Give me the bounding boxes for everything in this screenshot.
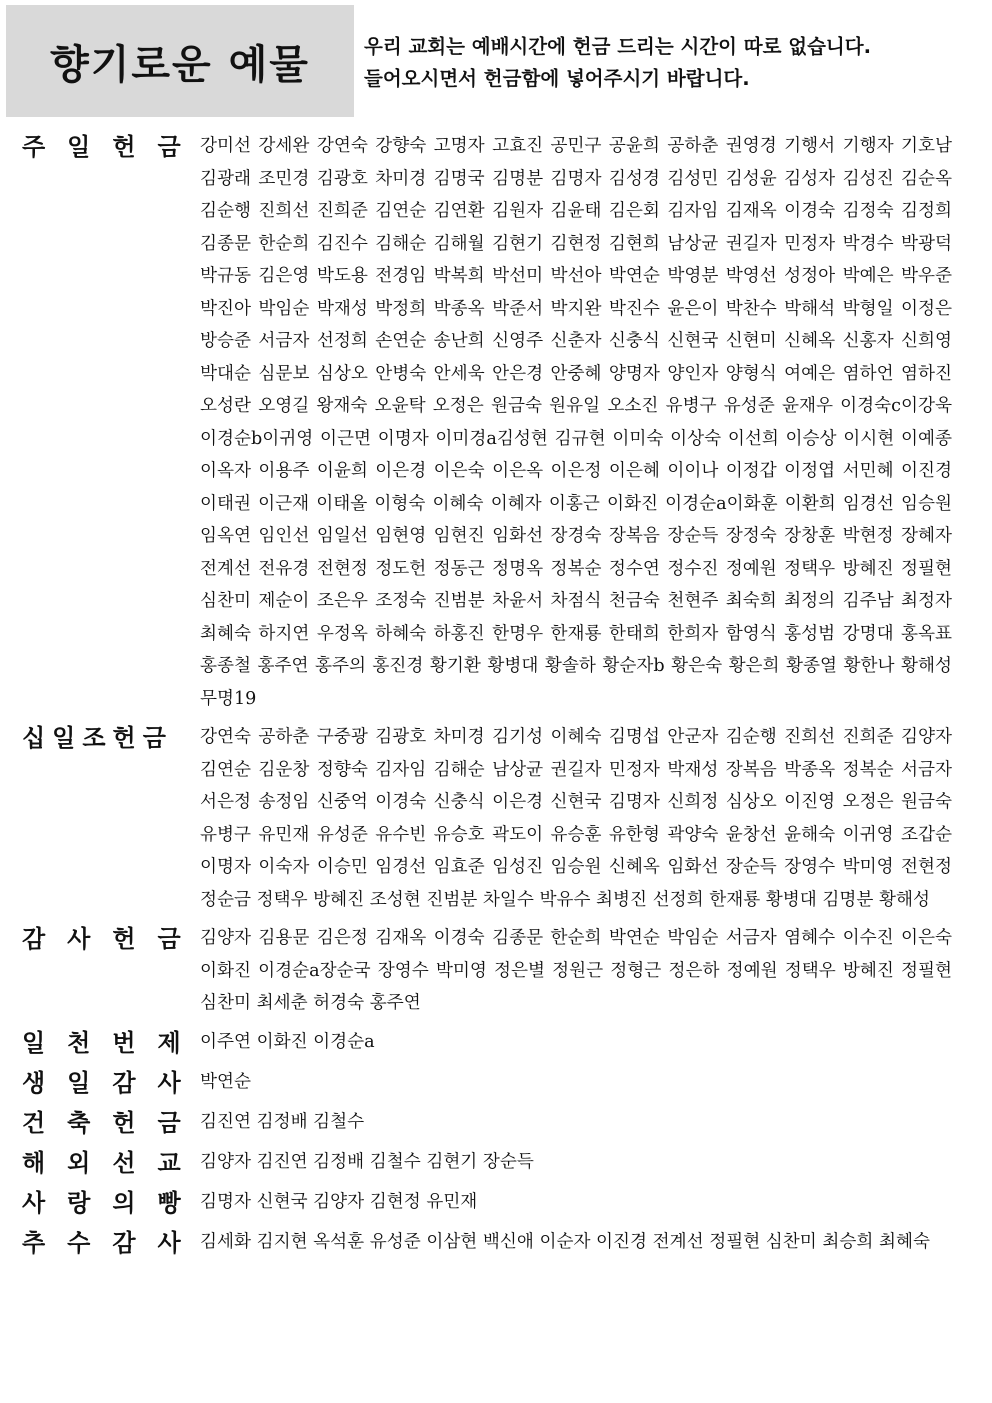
section-label: 건축헌금 bbox=[22, 1108, 203, 1137]
offering-sections bbox=[0, 130, 992, 1266]
title-box bbox=[6, 5, 354, 117]
donor-names: 박연순 bbox=[200, 1071, 251, 1092]
section-thanksgiving-offering bbox=[0, 922, 992, 1020]
section-birthday-thanks bbox=[0, 1066, 992, 1100]
section-label: 생일감사 bbox=[22, 1068, 203, 1097]
page-title: 향기로운 예물 bbox=[50, 41, 310, 88]
section-tithe bbox=[0, 721, 992, 916]
notice-line-1: 우리 교회는 예배시간에 헌금 드리는 시간이 따로 없습니다. bbox=[364, 35, 872, 58]
section-thousand-offering bbox=[0, 1026, 992, 1060]
donor-names: 김양자 김용문 김은정 김재옥 이경숙 김종문 한순희 박연순 박임순 서금자 염혜수 이수진 이은숙 이화진 이경순a장순국 장영수 박미영 정은별 정원근 정형근 정은하 정예원 정택우 방혜진 정필현 심찬미 최세춘 허경숙 홍주연 bbox=[200, 928, 952, 1013]
donor-names: 김진연 김정배 김철수 bbox=[200, 1111, 365, 1132]
section-label: 추수감사 bbox=[22, 1228, 203, 1257]
section-overseas-mission bbox=[0, 1146, 992, 1180]
section-label: 해외선교 bbox=[22, 1148, 203, 1177]
donor-names: 이주연 이화진 이경순a bbox=[200, 1031, 375, 1052]
donor-names: 강미선 강세완 강연숙 강향숙 고명자 고효진 공민구 공윤희 공하춘 권영경 기행서 기행자 기호남 김광래 조민경 김광호 차미경 김명국 김명분 김명자 김성경 김성민 김성윤 김성자 김성진 김순옥 김순행 진희선 진희준 김연순 김연환 김원자 김윤태 김은회 김자임 김재옥 이경숙 김정숙 김정희 김종문 한순희 김진수 김해순 김해월 김현기 김현정 김현희 남상균 권길자 민정자 박경수 박광덕 박규동 김은영 박도용 전경임 박복희 박선미 박선아 박연순 박영분 박영선 성정아 박예은 박우준 박진아 박임순 박재성 박정희 박종옥 박준서 박지완 박진수 윤은이 박찬수 박해석 박형일 이정은 방승준 서금자 선정희 손연순 송난희 신영주 신춘자 신충식 신현국 신현미 신혜옥 신홍자 신희영 박대순 심문보 심상오 안병숙 안세욱 안은경 안중혜 양명자 양인자 양형식 여예은 염하언 염하진 오성란 오영길 왕재숙 오윤탁 오정은 원금숙 원유일 오소진 유병구 유성준 윤재우 이경숙c이강욱 이경순b이귀영 이근면 이명자 이미경a김성현 김규현 이미숙 이상숙 이선희 이승상 이시현 이예종 이옥자 이용주 이윤희 이은경 이은숙 이은옥 이은정 이은혜 이이나 이정갑 이정엽 서민혜 이진경 이태권 이근재 이태올 이형숙 이혜숙 이혜자 이홍근 이화진 이경순a이화훈 이환희 임경선 임승원 임옥연 임인선 임일선 임현영 임현진 임화선 장경숙 장복음 장순득 장정숙 장창훈 박현정 장혜자 전계선 전유경 전현정 정도헌 정동근 정명옥 정복순 정수연 정수진 정예원 정택우 방혜진 정필현 심찬미 제순이 조은우 조정숙 진범분 차윤서 차점식 천금숙 천현주 최숙희 최정의 김주남 최정자 최혜숙 하지연 우정옥 하혜숙 하홍진 한명우 한재룡 한태희 한희자 함영식 홍성범 강명대 홍옥표 홍종철 홍주연 홍주의 홍진경 황기환 황병대 황솔하 황순자b 황은숙 황은희 황종열 황한나 황해성 무명19 bbox=[200, 136, 952, 709]
section-bread-of-love bbox=[0, 1186, 992, 1220]
donor-names: 김양자 김진연 김정배 김철수 김현기 장순득 bbox=[200, 1151, 534, 1172]
section-label: 주일헌금 bbox=[22, 133, 203, 161]
section-building-fund bbox=[0, 1106, 992, 1140]
donor-names: 강연숙 공하춘 구중광 김광호 차미경 김기성 이혜숙 김명섭 안군자 김순행 진희선 진희준 김양자 김연순 김운창 정향숙 김자임 김해순 남상균 권길자 민정자 박재성 장복음 박종옥 정복순 서금자 서은정 송정임 신중억 이경숙 신충식 이은경 신현국 김명자 신희정 심상오 이진영 오정은 원금숙 유병구 유민재 유성준 유수빈 유승호 곽도이 유승훈 유한형 곽양숙 윤창선 윤해숙 이귀영 조갑순 이명자 이숙자 이승민 임경선 임효준 임성진 임승원 신혜옥 임화선 장순득 장영수 박미영 전현정 정순금 정택우 방혜진 조성현 진범분 차일수 박유수 최병진 선정희 한재룡 황병대 김명분 황해성 bbox=[200, 727, 952, 910]
section-label: 감사헌금 bbox=[22, 925, 203, 953]
section-sunday-offering bbox=[0, 130, 992, 715]
section-harvest-thanks bbox=[0, 1226, 992, 1260]
donor-names: 김세화 김지현 옥석훈 유성준 이삼현 백신애 이순자 이진경 전계선 정필현 심찬미 최승희 최혜숙 bbox=[200, 1231, 930, 1252]
offering-notice bbox=[364, 31, 984, 95]
donor-names: 김명자 신현국 김양자 김현정 유민재 bbox=[200, 1191, 478, 1212]
section-label: 일천번제 bbox=[22, 1028, 203, 1057]
section-label: 십일조헌금 bbox=[22, 724, 173, 752]
section-label: 사랑의빵 bbox=[22, 1188, 203, 1217]
notice-line-2: 들어오시면서 헌금함에 넣어주시기 바랍니다. bbox=[364, 67, 750, 90]
header bbox=[6, 5, 986, 117]
